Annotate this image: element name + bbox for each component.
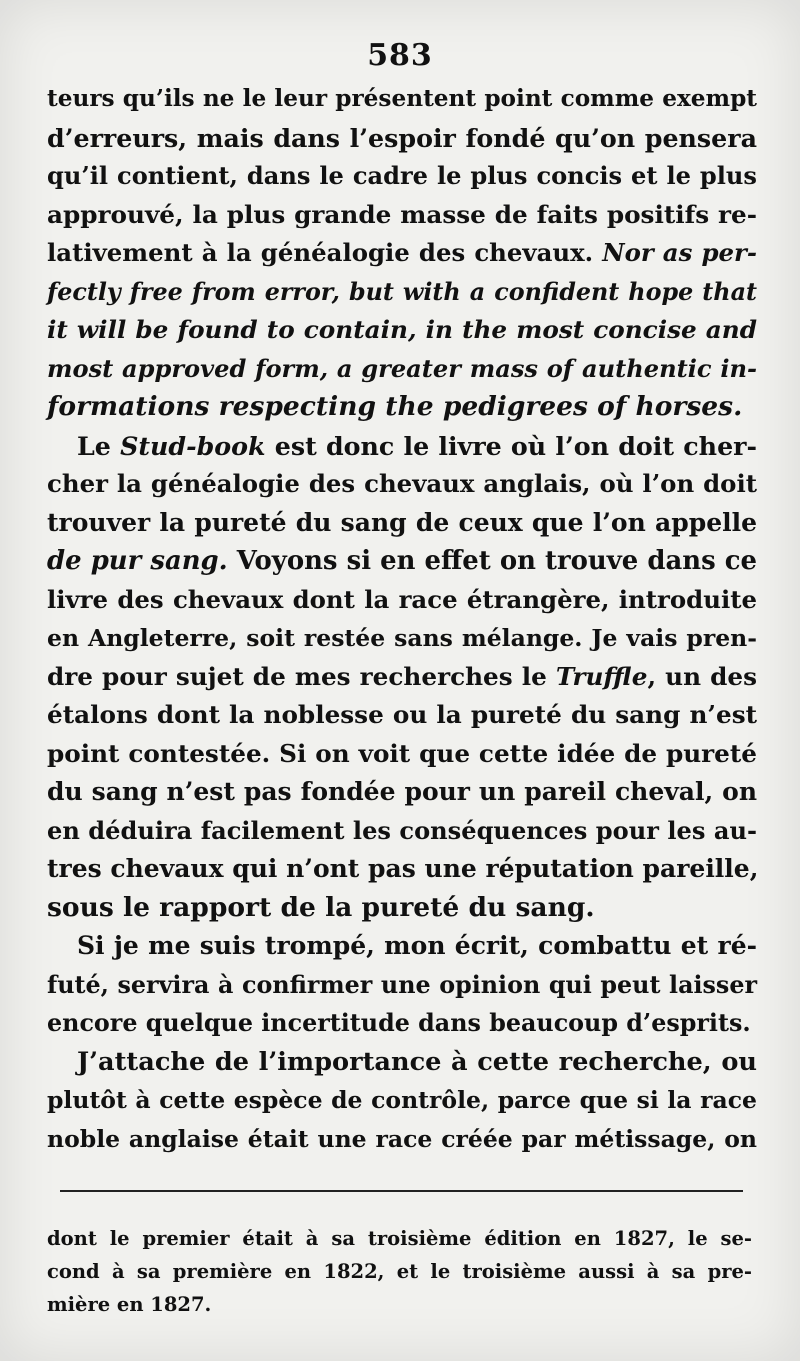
text-line: [47, 658, 757, 697]
text-line: [47, 850, 757, 889]
italic-text: it will be found to contain, in the most concise and: [47, 315, 757, 344]
text-line: [47, 889, 757, 928]
text-line: [47, 1043, 757, 1082]
text-span: Si je me suis trompé, mon écrit, combattu et ré-: [77, 931, 757, 960]
text-line: [47, 773, 757, 812]
text-span: cher la généalogie des chevaux anglais, où l’on doit: [47, 469, 757, 498]
text-span: qu’il contient, dans le cadre le plus concis et le plus: [47, 161, 757, 190]
text-span: plutôt à cette espèce de contrôle, parce que si la race: [47, 1086, 757, 1114]
text-span: point contestée. Si on voit que cette idée de pureté: [47, 738, 757, 768]
text-span: trouver la pureté du sang de ceux que l’on appelle: [47, 507, 757, 537]
text-span: encore quelque incertitude dans beaucoup d’esprits.: [47, 1009, 751, 1037]
text-line: [47, 157, 757, 196]
footnote-line: dont le premier était à sa troisième édition en 1827, le se-: [47, 1227, 752, 1250]
text-line: [47, 812, 757, 851]
text-line: [47, 619, 757, 658]
text-span: futé, servira à confirmer une opinion qui peut laisser: [47, 970, 757, 999]
italic-text: fectly free from error, but with a confident hope that: [47, 277, 757, 306]
text-line: [47, 1081, 757, 1120]
text-line: [47, 427, 757, 466]
text-line: [47, 696, 757, 735]
text-line: [47, 542, 757, 581]
text-span: , un des: [647, 661, 757, 691]
text-line: [47, 966, 757, 1005]
text-span: du sang n’est pas fondée pour un pareil cheval, on: [47, 777, 757, 806]
text-line: [47, 1120, 757, 1159]
text-line: [47, 504, 757, 543]
text-line: [47, 1004, 757, 1043]
text-span: Le: [77, 430, 121, 461]
text-span: teurs qu’ils ne le leur présentent point comme exempt: [47, 85, 757, 112]
text-line: [47, 119, 757, 158]
text-span: étalons dont la noblesse ou la pureté du sang n’est: [47, 700, 757, 729]
text-line: [47, 234, 757, 273]
text-span: J’attache de l’importance à cette recherche, ou: [77, 1046, 757, 1077]
italic-text: most approved form, a greater mass of authentic in-: [47, 353, 757, 383]
footnote: [47, 1222, 752, 1321]
italic-text: Stud-book: [120, 430, 266, 461]
footnote-line: mière en 1827.: [47, 1293, 212, 1316]
text-span: est donc le livre où l’on doit cher-: [265, 430, 757, 461]
page-number: 583: [367, 38, 433, 73]
text-span: en Angleterre, soit restée sans mélange. Je vais pren-: [47, 624, 757, 652]
text-line: [47, 80, 757, 119]
text-span: en déduira facilement les conséquences pour les au-: [47, 815, 757, 845]
text-line: [47, 273, 757, 312]
text-span: noble anglaise était une race créée par métissage, on: [47, 1124, 757, 1153]
text-span: Voyons si en effet on trouve dans ce: [227, 546, 758, 576]
italic-text: Nor as per-: [602, 238, 757, 267]
text-line: [47, 388, 757, 427]
text-span: dre pour sujet de mes recherches le: [47, 661, 556, 691]
text-span: lativement à la généalogie des chevaux.: [47, 238, 603, 267]
text-line: [47, 465, 757, 504]
italic-text: formations respecting the pedigrees of horses.: [47, 391, 743, 422]
text-line: [47, 581, 757, 620]
text-span: tres chevaux qui n’ont pas une réputation pareille,: [47, 854, 759, 883]
text-span: approuvé, la plus grande masse de faits positifs re-: [47, 199, 757, 229]
text-span: livre des chevaux dont la race étrangère, introduite: [47, 584, 757, 614]
text-line: [47, 927, 757, 966]
text-line: [47, 350, 757, 389]
text-line: [47, 735, 757, 774]
text-line: [47, 311, 757, 350]
body-text: [47, 80, 757, 1158]
italic-text: de pur sang.: [47, 546, 228, 576]
italic-text: Truffle: [555, 661, 648, 691]
footnote-line: cond à sa première en 1822, et le troisième aussi à sa pre-: [47, 1260, 752, 1283]
text-line: [47, 196, 757, 235]
text-span: sous le rapport de la pureté du sang.: [47, 891, 595, 923]
footnote-rule: [60, 1190, 743, 1192]
text-span: d’erreurs, mais dans l’espoir fondé qu’on pensera: [47, 122, 757, 153]
